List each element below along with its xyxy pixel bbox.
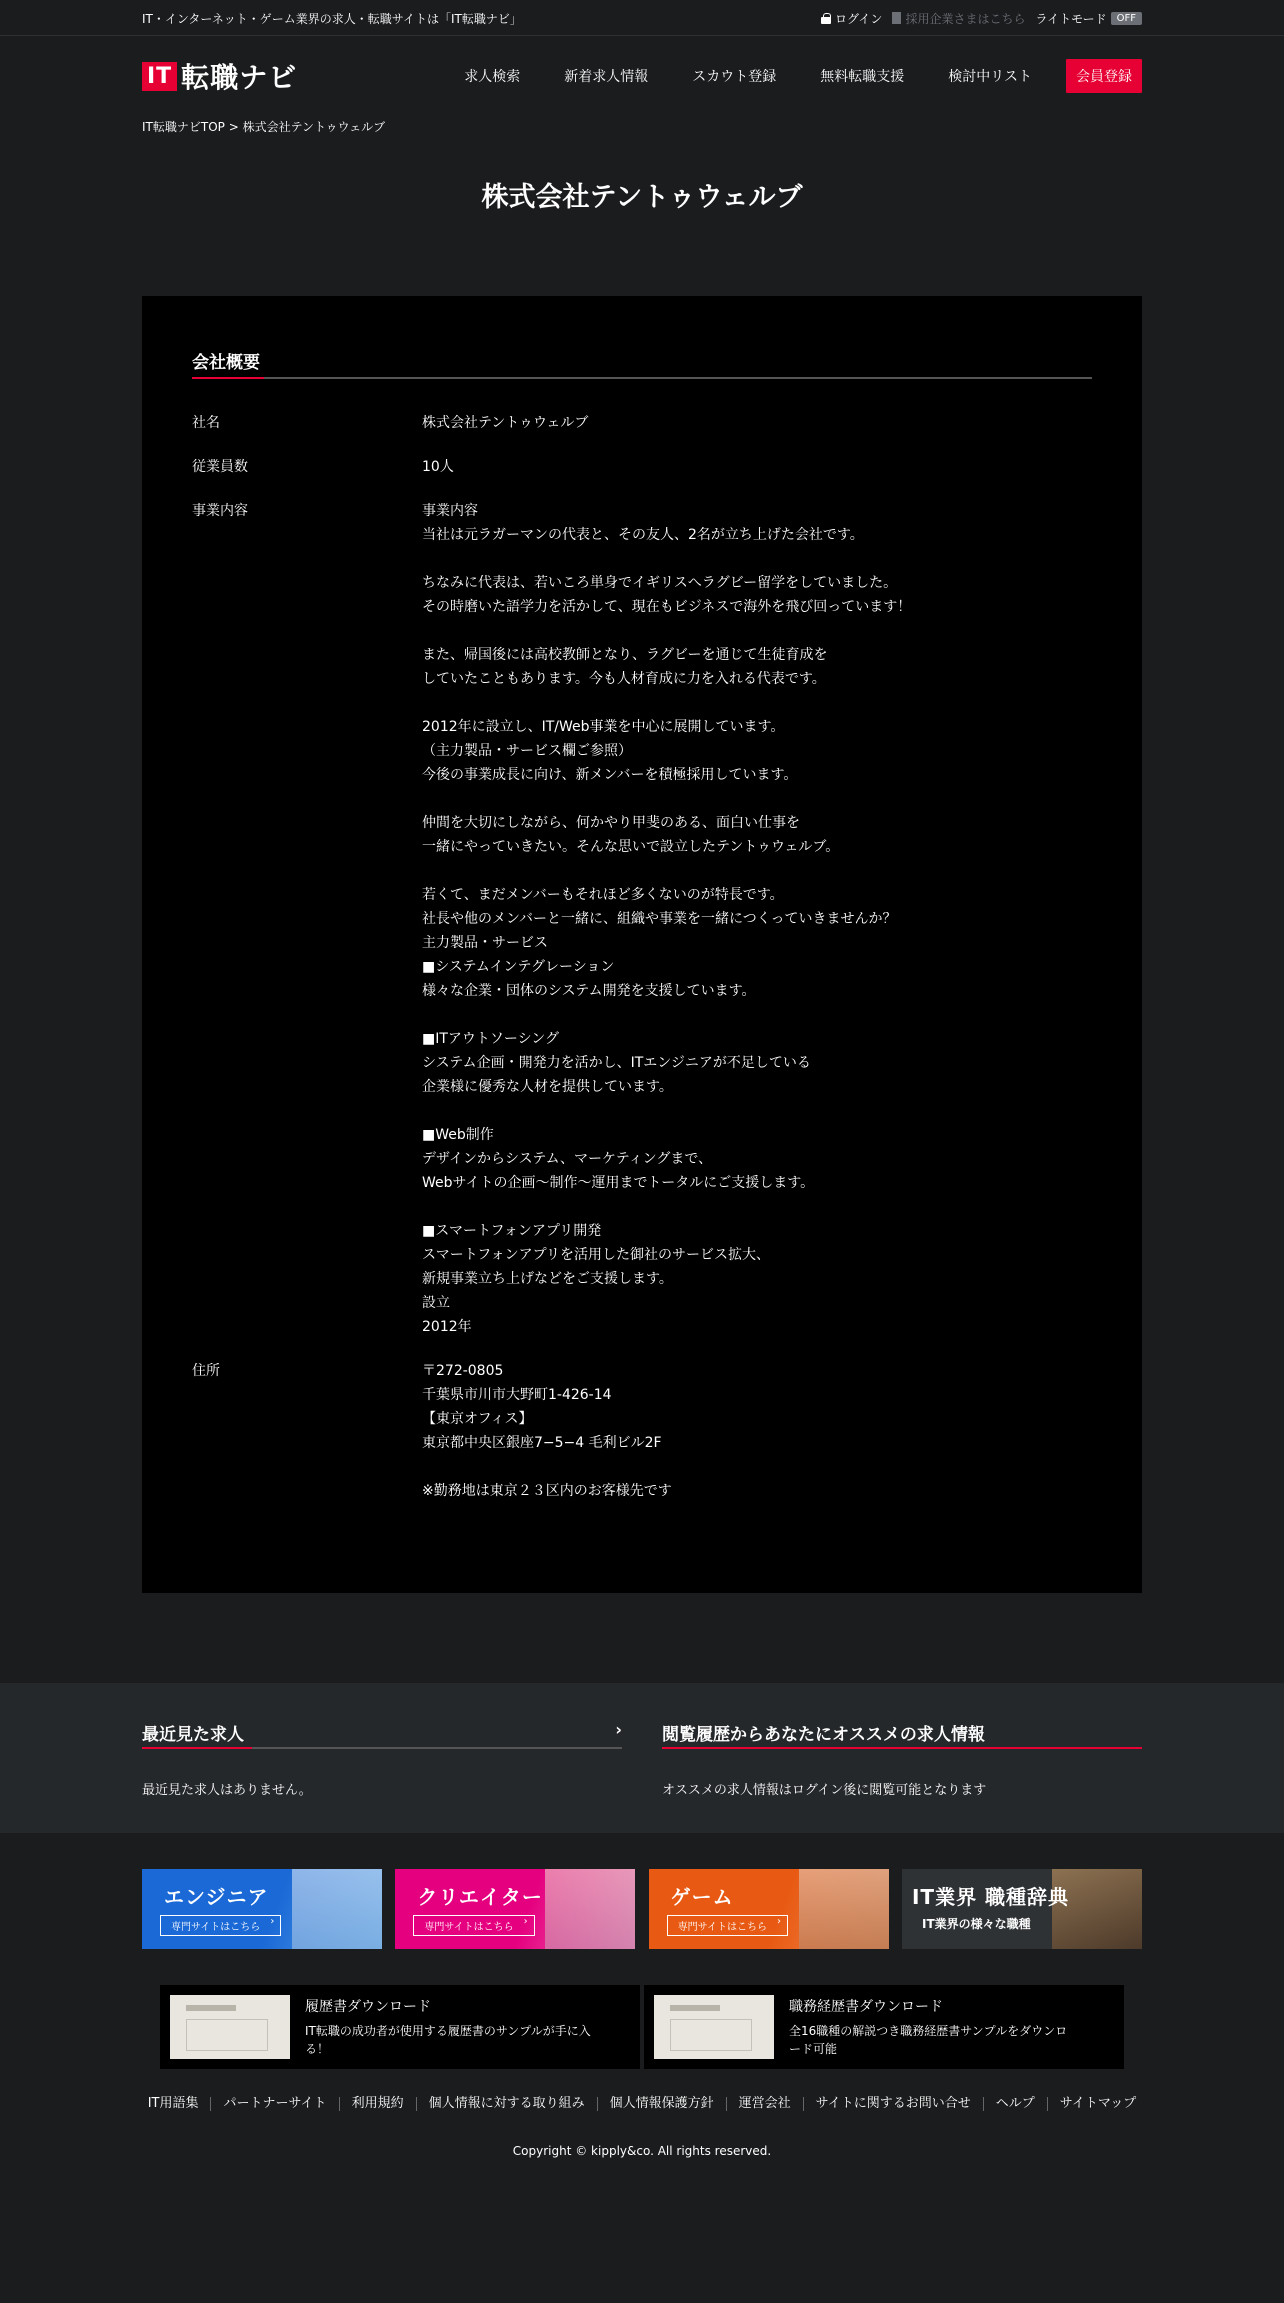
document-icon xyxy=(892,12,901,24)
recommendations-note: オススメの求人情報はログイン後に閲覧可能となります xyxy=(662,1783,987,1798)
row-value: 〒272-0805 千葉県市川市大野町1-426-14 【東京オフィス】 東京都中央区銀座7−5−4 毛利ビル2F ※勤務地は東京２３区内のお客様先です xyxy=(422,1363,672,1499)
banner-job-dictionary[interactable] xyxy=(902,1869,1142,1949)
copyright: Copyright © kipply&co. All rights reserved. xyxy=(512,2144,772,2158)
nav-free-support[interactable]: 無料転職支援 xyxy=(820,69,905,85)
download-title: 履歴書ダウンロード xyxy=(305,1999,431,2015)
light-mode-toggle[interactable] xyxy=(1035,10,1142,27)
company-overview-panel xyxy=(142,296,1142,1593)
login-label: ログイン xyxy=(835,11,883,26)
row-key: 従業員数 xyxy=(192,459,248,475)
login-link[interactable] xyxy=(821,10,882,27)
company-info-table xyxy=(192,401,1092,1513)
banner-creator[interactable] xyxy=(395,1869,635,1949)
banner-photo xyxy=(545,1869,635,1949)
nav-consider-list[interactable]: 検討中リスト xyxy=(948,69,1032,85)
banner-title: ゲーム xyxy=(670,1885,734,1909)
footer-link[interactable]: 運営会社 xyxy=(726,2097,803,2111)
footer-link[interactable]: 個人情報に対する取り組み xyxy=(416,2097,597,2111)
logo-mark: IT xyxy=(142,62,177,91)
main-nav xyxy=(442,59,1142,93)
resume-thumbnail xyxy=(170,1995,290,2059)
banner-button[interactable]: 専門サイトはこちら › xyxy=(160,1915,281,1936)
banner-game[interactable] xyxy=(649,1869,889,1949)
recommendations-heading: 閲覧履歴からあなたにオススメの求人情報 xyxy=(662,1720,1142,1749)
banner-subtitle: IT業界の様々な職種 xyxy=(921,1917,1031,1931)
light-mode-state[interactable]: OFF xyxy=(1111,12,1142,25)
banner-engineer[interactable] xyxy=(142,1869,382,1949)
nav-new-jobs[interactable]: 新着求人情報 xyxy=(564,69,649,85)
row-key: 住所 xyxy=(192,1363,220,1379)
banner-row xyxy=(0,1833,1284,1949)
table-row xyxy=(192,401,1092,445)
banner-title: エンジニア xyxy=(164,1885,269,1909)
company-overview-heading-text: 会社概要 xyxy=(192,353,260,373)
footer-links xyxy=(0,2097,1284,2111)
recently-viewed-empty: 最近見た求人はありません。 xyxy=(142,1783,312,1798)
download-desc: 全16職種の解説つき職務経歴書サンプルをダウンロード可能 xyxy=(789,2024,1068,2056)
light-mode-label: ライトモード xyxy=(1035,11,1107,26)
footer-link[interactable]: 利用規約 xyxy=(339,2097,416,2111)
site-header xyxy=(0,36,1284,116)
banner-title: IT業界 職種辞典 xyxy=(911,1885,1070,1909)
footer-link[interactable]: サイトマップ xyxy=(1047,2097,1149,2111)
recently-viewed-heading[interactable] xyxy=(142,1720,622,1749)
row-value: 株式会社テントゥウェルブ xyxy=(422,415,589,431)
cv-download[interactable] xyxy=(644,1985,1124,2069)
banner-photo xyxy=(799,1869,889,1949)
recommendations xyxy=(662,1720,1142,1798)
row-value: 事業内容 当社は元ラガーマンの代表と、その友人、2名が立ち上げた会社です。 ちなみに代表は、若いころ単身でイギリスへラグビー留学をしていました。 その時磨いた語学力を活かして、現在もビジネスで海外を飛び回っています！ また、帰国後には高校教師となり、ラグビーを通じて生徒育成を していたこともあります。今も人材育成に力を入れる代表です。 2012年に設立し、IT/Web事業を中心に展開しています。 （主力製品・サービス欄ご参照） 今後の事業成長に向け、新メンバーを積極採用しています。 仲間を大切にしながら、何かやり甲斐のある、面白い仕事を 一緒にやっていきたい。そんな思いで設立したテントゥウェルブ。 若くて、まだメンバーもそれほど多くないのが特長です。 社長や他のメンバーと一緒に、組織や事業を一緒につくっていきませんか？ 主力製品・サービス ■システムインテグレーション 様々な企業・団体のシステム開発を支援しています。 ■ITアウトソーシング システム企画・開発力を活かし、ITエンジニアが不足している 企業様に優秀な人材を提供しています。 ■Web制作 デザインからシステム、マーケティングまで、 Webサイトの企画～制作～運用までトータルにご支援します。 ■スマートフォンアプリ開発 スマートフォンアプリを活用した御社のサービス拡大、 新規事業立ち上げなどをご支援します。 設立 2012年 xyxy=(422,503,912,1335)
row-key: 社名 xyxy=(192,415,220,431)
recently-viewed xyxy=(142,1720,622,1798)
downloads-row xyxy=(0,1949,1284,2069)
logo-text: 転職ナビ xyxy=(181,61,298,94)
recent-section xyxy=(0,1683,1284,1833)
banner-title: クリエイター xyxy=(417,1885,543,1909)
row-value: 10人 xyxy=(422,459,454,475)
table-row xyxy=(192,445,1092,489)
footer-link[interactable]: 個人情報保護方針 xyxy=(597,2097,726,2111)
site-tagline: IT・インターネット・ゲーム業界の求人・転職サイトは「IT転職ナビ」 xyxy=(142,11,522,26)
footer-link[interactable]: IT用語集 xyxy=(147,2096,199,2111)
banner-photo xyxy=(292,1869,382,1949)
lock-icon xyxy=(821,13,831,24)
footer-link[interactable]: パートナーサイト xyxy=(210,2097,338,2111)
table-row xyxy=(192,1349,1092,1513)
banner-button[interactable]: 専門サイトはこちら › xyxy=(413,1915,534,1936)
cv-thumbnail xyxy=(654,1995,774,2059)
recently-viewed-title: 最近見た求人 xyxy=(142,1725,244,1745)
breadcrumb[interactable]: IT転職ナビTOP > 株式会社テントゥウェルブ xyxy=(142,120,386,134)
table-row xyxy=(192,489,1092,1349)
footer-link[interactable]: ヘルプ xyxy=(983,2097,1047,2111)
resume-download[interactable] xyxy=(160,1985,640,2069)
footer-link[interactable]: サイトに関するお問い合せ xyxy=(803,2097,983,2111)
top-links xyxy=(821,10,1142,27)
download-desc: IT転職の成功者が使用する履歴書のサンプルが手に入る！ xyxy=(305,2024,591,2056)
employer-label: 採用企業さまはこちら xyxy=(905,11,1026,26)
row-key: 事業内容 xyxy=(192,503,248,519)
download-title: 職務経歴書ダウンロード xyxy=(789,1999,943,2015)
employer-link[interactable] xyxy=(892,10,1025,27)
nav-job-search[interactable]: 求人検索 xyxy=(464,69,521,85)
register-button[interactable]: 会員登録 xyxy=(1066,59,1142,93)
page-title: 株式会社テントゥウェルブ xyxy=(481,182,803,213)
site-logo[interactable] xyxy=(142,56,297,96)
banner-button[interactable]: 専門サイトはこちら › xyxy=(667,1915,788,1936)
heading-accent-line xyxy=(142,1747,252,1749)
heading-accent-line xyxy=(192,377,264,379)
nav-scout-register[interactable]: スカウト登録 xyxy=(692,69,777,85)
chevron-right-icon[interactable]: › xyxy=(615,1720,622,1739)
company-overview-heading xyxy=(192,348,1092,379)
top-bar xyxy=(0,0,1284,36)
